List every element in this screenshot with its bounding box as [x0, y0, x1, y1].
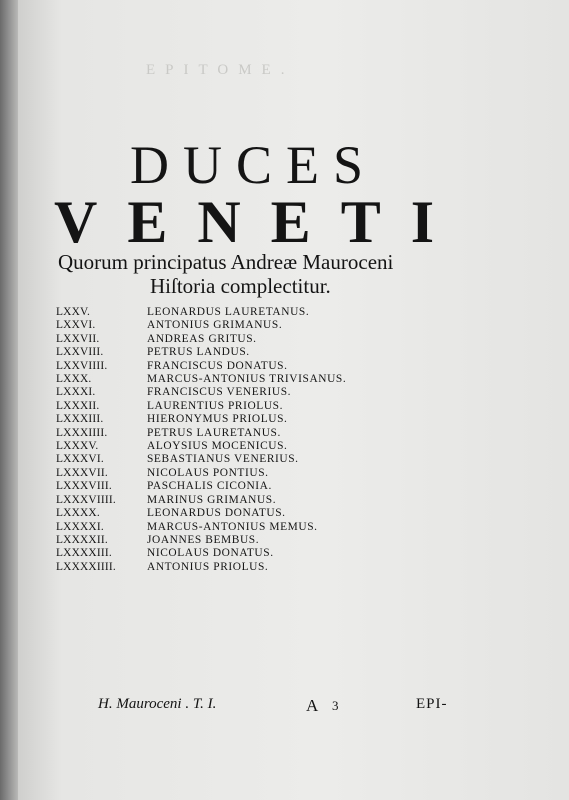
doge-number: LXXVI.: [56, 319, 96, 332]
doge-name: ALOYSIUS MOCENICUS.: [147, 440, 288, 453]
list-item: [56, 453, 346, 466]
doge-number: LXXXXI.: [56, 520, 104, 533]
doge-number: LXXVIIII.: [56, 359, 108, 372]
doge-name: ANTONIUS GRIMANUS.: [147, 319, 283, 332]
page-footer: [98, 696, 458, 716]
doge-name: NICOLAUS PONTIUS.: [147, 466, 269, 479]
doge-number: LXXXXIIII.: [56, 560, 116, 573]
doge-number: LXXXIIII.: [56, 426, 108, 439]
doge-number: LXXX.: [56, 373, 92, 386]
bleed-through-heading: EPITOME.: [146, 62, 295, 78]
doge-number: LXXXV.: [56, 440, 99, 453]
signature-title: H. Mauroceni . T. I.: [98, 696, 217, 712]
subtitle-line-1: Quorum principatus Andreæ Mauroceni: [58, 250, 394, 274]
doge-name: HIERONYMUS PRIOLUS.: [147, 413, 288, 426]
signature-number: 3: [332, 698, 339, 713]
doge-number: LXXXXIII.: [56, 547, 112, 560]
doge-name: FRANCISCUS DONATUS.: [147, 359, 288, 372]
list-item: [56, 467, 346, 480]
list-item: [56, 400, 346, 413]
list-item: [56, 561, 346, 574]
doge-number: LXXVII.: [56, 332, 100, 345]
doge-name: PETRUS LAURETANUS.: [147, 426, 281, 439]
doge-name: MARINUS GRIMANUS.: [147, 493, 277, 506]
doge-name: LEONARDUS LAURETANUS.: [147, 306, 310, 318]
doge-list: [56, 306, 346, 574]
list-item: [56, 547, 346, 560]
doge-name: MARCUS-ANTONIUS TRIVISANUS.: [147, 373, 347, 386]
list-item: [56, 373, 346, 386]
doge-name: ANTONIUS PRIOLUS.: [147, 560, 269, 573]
doge-number: LXXXXII.: [56, 533, 108, 546]
list-item: [56, 386, 346, 399]
doge-name: SEBASTIANUS VENERIUS.: [147, 453, 299, 466]
doge-name: MARCUS-ANTONIUS MEMUS.: [147, 520, 318, 533]
doge-number: LXXXVIII.: [56, 480, 112, 493]
doge-name: JOANNES BEMBUS.: [147, 533, 260, 546]
list-item: [56, 306, 346, 319]
doge-number: LXXXVII.: [56, 466, 108, 479]
title-duces: DUCES: [130, 135, 378, 195]
list-item: [56, 494, 346, 507]
catchword: EPI-: [416, 696, 448, 712]
list-item: [56, 360, 346, 373]
list-item: [56, 333, 346, 346]
title-veneti: VENETI: [54, 189, 465, 255]
list-item: [56, 346, 346, 359]
doge-number: LXXV.: [56, 306, 91, 318]
doge-number: LXXXI.: [56, 386, 96, 399]
doge-name: PASCHALIS CICONIA.: [147, 480, 272, 493]
subtitle-line-2: Hiſtoria complectitur.: [150, 274, 331, 298]
list-item: [56, 427, 346, 440]
list-item: [56, 521, 346, 534]
doge-number: LXXXVI.: [56, 453, 104, 466]
subtitle: [58, 250, 488, 298]
doge-number: LXXXVIIII.: [56, 493, 116, 506]
list-item: [56, 534, 346, 547]
doge-number: LXXXX.: [56, 507, 100, 520]
doge-number: LXXXIII.: [56, 413, 104, 426]
doge-number: LXXXII.: [56, 399, 100, 412]
signature-mark: A: [306, 696, 319, 715]
doge-name: PETRUS LANDUS.: [147, 346, 250, 359]
doge-name: FRANCISCUS VENERIUS.: [147, 386, 292, 399]
list-item: [56, 413, 346, 426]
doge-name: NICOLAUS DONATUS.: [147, 547, 274, 560]
book-page: [18, 0, 569, 800]
doge-name: LEONARDUS DONATUS.: [147, 507, 286, 520]
doge-name: ANDREAS GRITUS.: [147, 332, 257, 345]
book-spine-shadow: [0, 0, 18, 800]
list-item: [56, 480, 346, 493]
list-item: [56, 440, 346, 453]
doge-number: LXXVIII.: [56, 346, 104, 359]
list-item: [56, 507, 346, 520]
list-item: [56, 319, 346, 332]
doge-name: LAURENTIUS PRIOLUS.: [147, 399, 284, 412]
